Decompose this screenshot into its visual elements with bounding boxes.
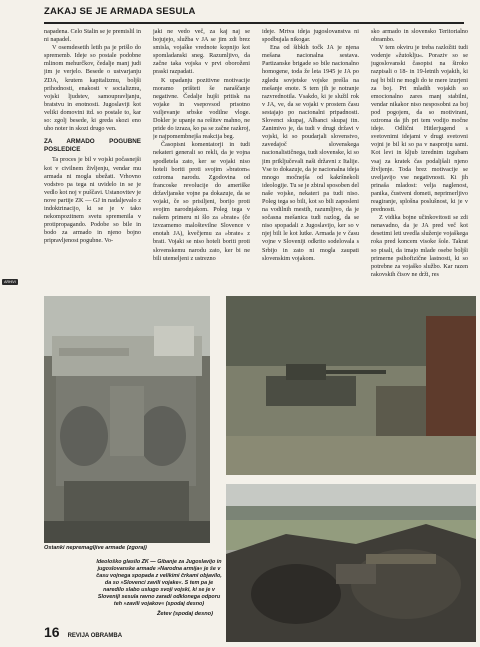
header-title: ZAKAJ SE JE ARMADA SESULA: [44, 6, 196, 17]
paragraph: V tem okviru je treba razložiti tudi vodenje »žutoklju«. Poraziv so se jugoslovanski časopisi na široko razpisali o 18- in 19-letnih vojakih, ki naj bi bili ne mogli do te mere izurjeni za boj. Pri mladih vojakih so emocionalno zares manj stabilni, vendar nikakor niso nesposobni za boj pod pogojem, da so motivirani, oziroma da jih pri tem vodijo močne ideje. Odlični Hitlerjugend s svetovnimi idejami v drugi svetovni vojni je bil ki so pa v nasprotju sami. Kot levi in kljub izrednim izgubam vsaj za kratek čas podaljšali njeno življenje. Toda brez motivacije se uveljavijo vse negativnosti. Ki jih prinaša mladost: velja naglenost, panika, čustveni dometi, neprimerljivo reagiranje, splošna poslušnost, ki je v prednosti.: [371, 44, 468, 214]
paragraph: Ta proces je bil v vojski počasnejši kot v civilnem življenju, vendar mu armada ni mogla ubežati. Vrhovno vodstvo pa tega ni uvidelo in se je vedlo kot noj v puščavi. Ustanovitev je nove partije ZK — GJ in nadaljevalo z indoktrinacijo, ki se je v tako nekompozitnem svetu spremenila v protipropagando. Podobe so bile in bodo za armado in njeno bojno pripravljenost pogubne. Vo-: [44, 156, 141, 245]
page-number: 16: [44, 624, 60, 640]
caption-middle: Ideološko glasilo ZK — Gibanje za Jugoslavijo in jugoslovanske armade »Narodna armija« je še v času vojnega spopada z velikimi črkami objavilo, da so »Slovenci zavili vojake«. S tem pa je naredilo slabo uslugo svoji vojski, ki se je v Sloveniji sesula ravno zaradi odklonega odporu teh »zavili vojakov« (spodaj desno): [96, 559, 222, 607]
paragraph: V osemdesetih letih pa je prišlo do sprememb. Ideje so postale podobne mlinom mehurčkov, čedalje manj judi jim je verjelo. Besede o ustvarjanju ZDA, krutem kapitalizmu, boljši prihodnosti, enakosti v socializmu, vojski ljudstev, samoupravljanju, bratstvu in enotnosti. Jugoslaviji kot veliki domovini itd. so postale to, kar so: zgolj besede, ki greda skozi eno uho noter in skozi drugo ven.: [44, 44, 141, 133]
article-column-2: [153, 28, 250, 284]
article-column-1: [44, 28, 141, 284]
page-footer: [44, 624, 122, 642]
paragraph: jaki ne vedo več, za kaj naj se bojujejo, služba v JA se jim zdi brez smisla, vojaške vrednote kopnijo kot spomladanski sneg. Razumljivo, da začne taka vojska v prvi oboroženi praski razpadati.: [153, 28, 250, 76]
subheading: ZA ARMADO POGUBNE POSLEDICE: [44, 138, 141, 153]
article-column-3: [262, 28, 359, 284]
caption-left: Ostanki nepremagljive armade (zgoraj): [44, 545, 147, 551]
wreckage-photo: [226, 484, 476, 642]
page-header: [44, 6, 244, 20]
paragraph: sko armado in slovensko Teritorialno obrambo.: [371, 28, 468, 44]
paragraph: Z vidika bojne učinkovitosti se zdi nenavadno, da je JA pred več kot desetimi leti uvedla služenje vojaškega roka pred koncem visoke šole. Takrat so pisali, da imajo mlade osebe boljši primerne psihofizične lastnosti, ki so potrebne za vojaško službo. Kar razen rakovskih čisov ne drži, res: [371, 214, 468, 278]
article-columns: [44, 28, 468, 284]
arhivi-tab-icon: ARHIVI: [2, 279, 18, 285]
paragraph: K upadanju pozitivne motivacije moramo prišteti še naraščanje negativne. Čedalje hujši pritisk na vojake in vsepovsod prisotno vsiljevanje srbske vodilne vloge. Dokler je upanje na rešitev mahno, ne pride do izraza, ko pa se začne razkroj, je najpomembnejša reakcija beg.: [153, 76, 250, 141]
caption-zetev: Žetev (spodaj desno): [157, 611, 213, 617]
paragraph: napadena. Celo Stalin se je premislil in ni napadel.: [44, 28, 141, 44]
header-rule: [44, 22, 464, 24]
paragraph: Ena od šibkih točk JA je njena mešana nacionalna sestava. Partizanske brigade so bile nacionalno homogene, toda že leta 1945 je JA po zgledu sovjetske vojske prešla na mešanje enote. S tem jih je notranje razvrednotila. Vsakdo, ki je služil rok v JA, ve, da se vojaki v prostem času sestajajo po nacionalni pripadnosti. Slovenci skupaj, Albanci skupaj itn. Zanimivo je, da tudi v drugi državi v vojski, ki so poudarjali slovenstvo, zavedajoč slovenskega nacionalističnega, tudi slovenske, ki so jim priključevali naši državni z Italije. Vse to dokazuje, da je nacionalna ideja mnogo močnejša od kakršnekoli ideologije. Tu se je zbiral sposoben del naše vojske, nekateri pa tudi niso. Poleg tega so bili, kot so bili zaposleni na vodilnih mestih, razumljivo, da je sočasna mešanica tudi razlog, da se niso spopadali z Jugoslavijo, ker so v njej bili le kot lutke. Armada je v času vojne v Sloveniji odkrito sodelovala s Srbijo in zato ni mogla zaupati slovenskim vojakom.: [262, 44, 359, 262]
article-column-4: [371, 28, 468, 284]
paragraph: ideje. Mrtva ideja jugoslovanstva ni spodbujala nikogar.: [262, 28, 359, 44]
paragraph: Časopisni komentatorji in tudi nekateri generali so rekli, da je vojna spodletela zato, ker se vojaki niso hoteli boriti proti svojim »bratom« oziroma narodu. Zgodovina od francoske revolucije do ameriške državljanske vojne pa dokazuje, da se vojaki, če so prisiljeni, borijo proti svojim narodnjakom. Poleg tega v našem primeru ni šlo za »brate« (če izvzamemo maloštevilne Slovence v enotah JA), kvečjemu za »brate« z brati. Vojaki se niso hoteli boriti proti slovenskemu narodu zato, ker bi ne bili utemeljeni z ustrezno: [153, 141, 250, 262]
magazine-name: REVIJA OBRAMBA: [67, 633, 123, 639]
armored-vehicle-photo: [44, 296, 210, 543]
tanks-field-photo: [226, 296, 476, 475]
